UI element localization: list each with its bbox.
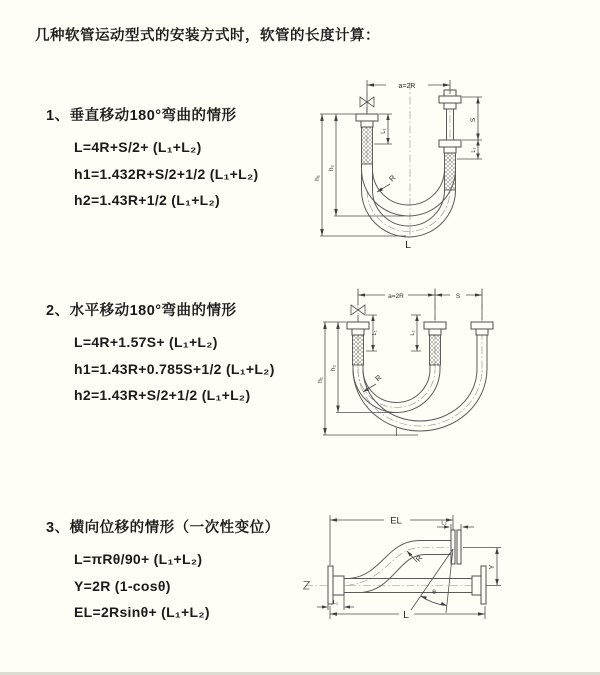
dim-label-y: Y — [489, 564, 496, 570]
dim-label-l2: L₂ — [441, 520, 447, 527]
radius-label: R — [413, 553, 425, 564]
formula-1-h2: h2=1.43R+1/2 (L₁+L₂) — [74, 192, 221, 208]
dim-label-a2r: a=2R — [398, 83, 416, 90]
fittings — [347, 300, 493, 335]
section-1-heading: 1、垂直移动180°弯曲的情形 — [46, 108, 237, 124]
centerlines — [367, 82, 450, 238]
section-2 — [46, 299, 275, 409]
dimensions — [323, 289, 482, 435]
dim-label-s: S — [470, 117, 477, 123]
dim-label-s: S — [455, 293, 461, 300]
page-title: 几种软管运动型式的安装方式时，软管的长度计算： — [35, 28, 380, 44]
length-label: L — [405, 239, 411, 251]
dim-label-h2: h₂ — [328, 164, 335, 172]
hose-curves — [362, 109, 456, 237]
section-3-heading: 3、横向位移的情形（一次性变位） — [46, 520, 280, 536]
formula-2-h1: h1=1.43R+0.785S+1/2 (L₁+L₂) — [74, 360, 275, 377]
diagram-lateral-displacement — [300, 503, 600, 645]
dim-label-l1: L₁ — [372, 330, 378, 336]
dim-label-l1: L₁ — [381, 128, 387, 134]
dim-label-l1: L₁ — [333, 600, 338, 606]
formula-2-L: L=4R+1.57S+ (L₁+L₂) — [74, 334, 218, 350]
formula-3-L: L=πRθ/90+ (L₁+L₂) — [74, 551, 203, 567]
formula-1-h1: h1=1.432R+S/2+1/2 (L₁+L₂) — [74, 165, 259, 182]
dim-label-l2: L₂ — [410, 330, 416, 336]
formula-3-EL: EL=2Rsinθ+ (L₁+L₂) — [74, 604, 210, 620]
formula-1-L: L=4R+S/2+ (L₁+L₂) — [74, 139, 202, 155]
diagram-horizontal-180-bend — [300, 282, 600, 460]
dim-label-h1: h₁ — [317, 377, 324, 383]
section-1 — [46, 104, 259, 214]
angle-label: θ — [432, 589, 436, 596]
dim-label-h2: h₂ — [330, 364, 337, 372]
formula-3-Y: Y=2R (1-cosθ) — [74, 577, 171, 594]
section-3 — [46, 516, 280, 626]
length-label: L — [403, 609, 409, 621]
dim-label-el: EL — [390, 515, 402, 527]
dimensions — [317, 515, 501, 619]
formula-2-h2: h2=1.43R+S/2+1/2 (L₁+L₂) — [74, 387, 251, 403]
dim-label-h1: h₁ — [314, 175, 321, 181]
dim-label-l2: L₂ — [471, 147, 477, 153]
radius-label: R — [387, 173, 398, 184]
diagram-vertical-180-bend — [300, 66, 590, 256]
radius-label: R — [373, 372, 384, 384]
dim-label-a2r: a=2R — [388, 293, 404, 300]
section-2-heading: 2、水平移动180°弯曲的情形 — [46, 303, 237, 319]
